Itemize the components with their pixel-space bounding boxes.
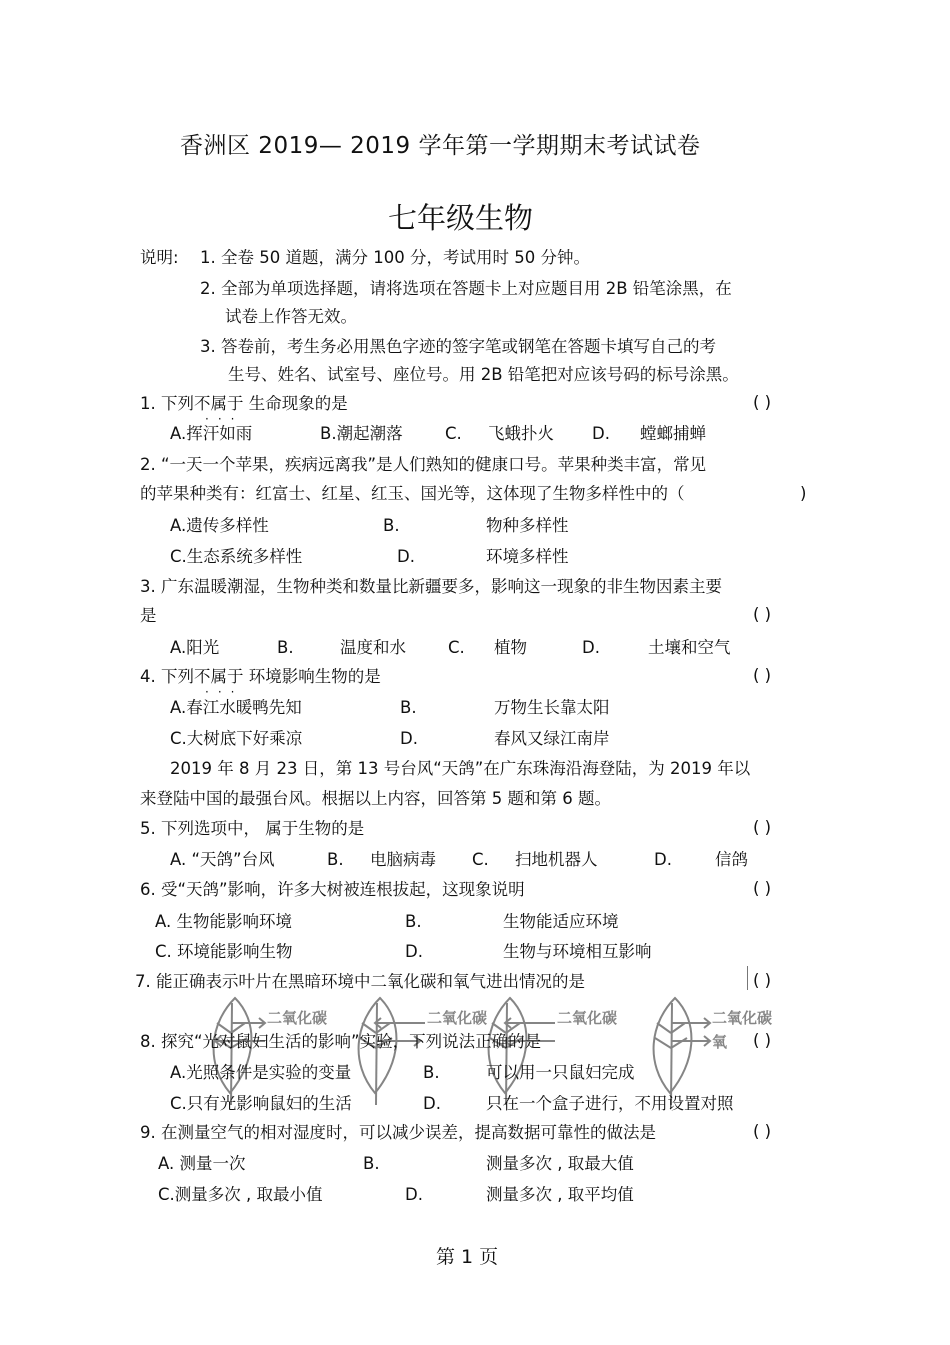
q5-stem: 5. 下列选项中， 属于生物的是 bbox=[140, 819, 365, 838]
q5-option-d: D. bbox=[654, 850, 672, 869]
q4-option-c: C.大树底下好乘凉 bbox=[170, 729, 303, 748]
q8-option-c: C.只有光影响鼠妇的生活 bbox=[170, 1094, 352, 1113]
page-number: 第 1 页 bbox=[436, 1246, 499, 1268]
subject-title: 七年级生物 bbox=[388, 201, 534, 235]
q9-option-b-text: 测量多次 , 取最大值 bbox=[486, 1154, 634, 1173]
q4-option-b: B. bbox=[400, 698, 417, 717]
leaf-a-co2-label: 二氧化碳 bbox=[267, 1009, 328, 1027]
q9-option-a: A. 测量一次 bbox=[158, 1154, 246, 1173]
q5-option-c-text: 扫地机器人 bbox=[515, 850, 598, 869]
q4-option-d-text: 春风又绿江南岸 bbox=[494, 729, 610, 748]
q6-option-b: B. bbox=[405, 912, 422, 931]
q9-option-b: B. bbox=[363, 1154, 380, 1173]
q9-stem: 9. 在测量空气的相对湿度时，可以减少误差，提高数据可靠性的做法是 bbox=[140, 1123, 656, 1142]
q3-answer-paren: ( ) bbox=[753, 605, 772, 624]
q6-option-c: C. 环境能影响生物 bbox=[155, 942, 293, 961]
q8-answer-paren: ( ) bbox=[753, 1031, 772, 1050]
q3-stem-1: 3. 广东温暖潮湿，生物种类和数量比新疆要多，影响这一现象的非生物因素主要 bbox=[140, 577, 722, 596]
q5-answer-paren: ( ) bbox=[753, 818, 772, 837]
q1-option-d: D. bbox=[592, 424, 610, 443]
q3-option-c-text: 植物 bbox=[494, 638, 527, 657]
q2-stem-1: 2. “一天一个苹果，疾病远离我”是人们熟知的健康口号。苹果种类丰富，常见 bbox=[140, 455, 707, 474]
q1-stem: 1. 下列不属于 生命现象的是 bbox=[140, 394, 348, 413]
q2-stem-2: 的苹果种类有：红富士、红星、红玉、国光等，这体现了生物多样性中的（ bbox=[140, 484, 685, 503]
q3-option-a: A.阳光 bbox=[170, 638, 220, 657]
q8-option-b-text: 可以用一只鼠妇完成 bbox=[486, 1063, 635, 1082]
q9-option-c: C.测量多次 , 取最小值 bbox=[158, 1185, 323, 1204]
note-2a: 2. 全部为单项选择题，请将选项在答题卡上对应题目用 2B 铅笔涂黑，在 bbox=[200, 279, 732, 298]
q5-option-c: C. bbox=[472, 850, 489, 869]
q6-answer-paren: ( ) bbox=[753, 879, 772, 898]
q4-option-d: D. bbox=[400, 729, 418, 748]
leaf-d-co2-label: 二氧化碳 bbox=[712, 1009, 773, 1027]
q7-divider bbox=[747, 966, 748, 990]
note-1: 1. 全卷 50 道题，满分 100 分，考试用时 50 分钟。 bbox=[200, 248, 590, 267]
q2-option-d: D. bbox=[397, 547, 415, 566]
q7-stem: 7. 能正确表示叶片在黑暗环境中二氧化碳和氧气进出情况的是 bbox=[135, 972, 585, 991]
q2-option-c: C.生态系统多样性 bbox=[170, 547, 303, 566]
q4-emphasis-dots: ··· bbox=[205, 685, 244, 699]
q1-option-d-text: 螳螂捕蝉 bbox=[640, 424, 706, 443]
leaf-b-co2-label: 二氧化碳 bbox=[427, 1009, 488, 1027]
q8-option-d-text: 只在一个盒子进行，不用设置对照 bbox=[486, 1094, 734, 1113]
q9-answer-paren: ( ) bbox=[753, 1122, 772, 1141]
q8-option-d: D. bbox=[423, 1094, 441, 1113]
q8-option-b: B. bbox=[423, 1063, 440, 1082]
q1-option-b: B.潮起潮落 bbox=[320, 424, 403, 443]
q5-option-a: A. “天鸽”台风 bbox=[170, 850, 275, 869]
q7-answer-paren: ( ) bbox=[753, 971, 772, 990]
q3-option-d-text: 土壤和空气 bbox=[648, 638, 731, 657]
q2-paren-close: ) bbox=[800, 484, 807, 503]
q5-option-d-text: 信鸽 bbox=[715, 850, 748, 869]
q1-answer-paren: ( ) bbox=[753, 393, 772, 412]
leaf-d-o2-label: 氧 bbox=[712, 1033, 728, 1051]
leaf-c-co2-label: 二氧化碳 bbox=[557, 1009, 618, 1027]
q5-option-b-text: 电脑病毒 bbox=[370, 850, 436, 869]
leaf-diagram-d bbox=[654, 998, 710, 1105]
q6-option-d-text: 生物与环境相互影响 bbox=[503, 942, 652, 961]
q4-option-a: A.春江水暖鸭先知 bbox=[170, 698, 302, 717]
q2-option-b: B. bbox=[383, 516, 400, 535]
note-2b: 试卷上作答无效。 bbox=[225, 307, 357, 326]
q1-option-c: C. bbox=[445, 424, 462, 443]
q6-option-b-text: 生物能适应环境 bbox=[503, 912, 619, 931]
q4-answer-paren: ( ) bbox=[753, 666, 772, 685]
q1-option-c-text: 飞蛾扑火 bbox=[488, 424, 554, 443]
notes-label: 说明: bbox=[140, 248, 179, 267]
passage-line-1: 2019 年 8 月 23 日，第 13 号台风“天鸽”在广东珠海沿海登陆，为 2019 年以 bbox=[170, 759, 751, 778]
q2-option-d-text: 环境多样性 bbox=[486, 547, 569, 566]
note-3b: 生号、姓名、试室号、座位号。用 2B 铅笔把对应该号码的标号涂黑。 bbox=[228, 365, 739, 384]
q9-option-d: D. bbox=[405, 1185, 423, 1204]
q6-option-a: A. 生物能影响环境 bbox=[155, 912, 292, 931]
passage-line-2: 来登陆中国的最强台风。根据以上内容，回答第 5 题和第 6 题。 bbox=[140, 789, 611, 808]
q3-option-b-text: 温度和水 bbox=[340, 638, 406, 657]
q1-option-a: A.挥汗如雨 bbox=[170, 424, 253, 443]
q9-option-d-text: 测量多次 , 取平均值 bbox=[486, 1185, 634, 1204]
q6-option-d: D. bbox=[405, 942, 423, 961]
q3-option-d: D. bbox=[582, 638, 600, 657]
q5-option-b: B. bbox=[327, 850, 344, 869]
note-3a: 3. 答卷前，考生务必用黑色字迹的签字笔或钢笔在答题卡填写自己的考 bbox=[200, 337, 716, 356]
q1-emphasis-dots: ··· bbox=[205, 412, 244, 426]
q3-option-b: B. bbox=[277, 638, 294, 657]
q4-option-b-text: 万物生长靠太阳 bbox=[494, 698, 610, 717]
q2-option-a: A.遗传多样性 bbox=[170, 516, 269, 535]
q3-stem-2: 是 bbox=[140, 606, 157, 625]
q2-option-b-text: 物种多样性 bbox=[486, 516, 569, 535]
q6-stem: 6. 受“天鸽”影响，许多大树被连根拔起，这现象说明 bbox=[140, 880, 525, 899]
q8-option-a: A.光照条件是实验的变量 bbox=[170, 1063, 352, 1082]
exam-title: 香洲区 2019— 2019 学年第一学期期末考试试卷 bbox=[180, 133, 701, 159]
q8-stem: 8. 探究“光对鼠妇生活的影响”实验，下列说法正确的是 bbox=[140, 1032, 542, 1051]
q4-stem: 4. 下列不属于 环境影响生物的是 bbox=[140, 667, 381, 686]
q3-option-c: C. bbox=[448, 638, 465, 657]
